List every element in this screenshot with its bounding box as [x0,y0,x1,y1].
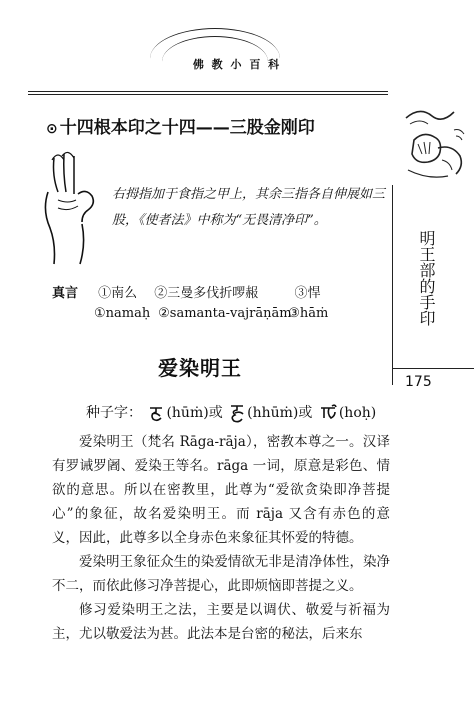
book-title: 佛 教 小 百 科 [192,58,282,71]
mantra-item-3: ③悍 [294,286,321,301]
deity-paragraph-2: 爱染明王象征众生的染爱情欲无非是清净体性，染净不二，而依此修习净菩提心，此即烦恼即菩提之义。 [52,554,390,594]
mantra-roman-1: ①namaḥ [94,306,151,321]
mudra-heading-text: 十四根本印之十四——三股金刚印 [59,118,315,138]
siddham-hoh-glyph-icon [319,404,337,422]
page-number: 175 [405,374,432,390]
seed-sep-1: 或 [208,405,223,421]
mantra-row-roman [94,306,328,321]
seed-sep-2: 或 [298,405,313,421]
header-rule-inner [28,94,388,95]
three-prong-vajra-mudra-hand-icon [38,150,104,268]
mantra-roman-2: ②samanta-vajrāṇām [158,306,292,321]
mantra-item-2: ②三曼多伐折啰赧 [154,286,259,301]
header-rule [28,91,388,92]
side-rule-horizontal [392,368,474,369]
deity-paragraph-1: 爱染明王（梵名 Rāga-rāja），密教本尊之一。汉译有罗诫罗阇、爱染王等名。rāga 一词，原意是彩色、情欲的意思。所以在密教里，此尊为“爱欲贪染即净菩提心”的象征，故名爱染明王。而 rāja 又含有赤色的意义，因此，此尊多以全身赤色来象征其怀爱的特德。 [52,434,390,546]
dragon-illustration-icon [398,100,468,190]
mudra-heading [46,113,315,138]
deity-title: 爱染明王 [158,356,242,380]
seed-2: (hhūṁ) [247,405,299,421]
mantra-row-chinese [52,282,320,301]
section-side-title: 明王部的手印 [417,230,436,326]
seed-1: (hūṁ) [166,405,209,421]
siddham-hum-glyph-icon [148,404,164,422]
mudra-description: 右拇指加于食指之甲上，其余三指各自伸展如三股，《使者法》中称为“无畏清净印”。 [112,187,386,228]
circled-dot-icon: ⊙ [46,121,58,137]
siddham-hhum-glyph-icon [229,403,245,423]
seed-label: 种子字： [86,405,142,421]
mantra-item-1: ①南么 [98,286,138,301]
seed-syllables-line [86,402,376,423]
mantra-label: 真言 [52,286,79,301]
seed-3: (hoḥ) [338,405,377,421]
mantra-roman-3: ③hāṁ [288,306,329,321]
deity-paragraph-3: 修习爱染明王之法，主要是以调伏、敬爱与祈福为主，尤以敬爱法为甚。此法本是台密的秘法，后来东 [52,602,390,642]
